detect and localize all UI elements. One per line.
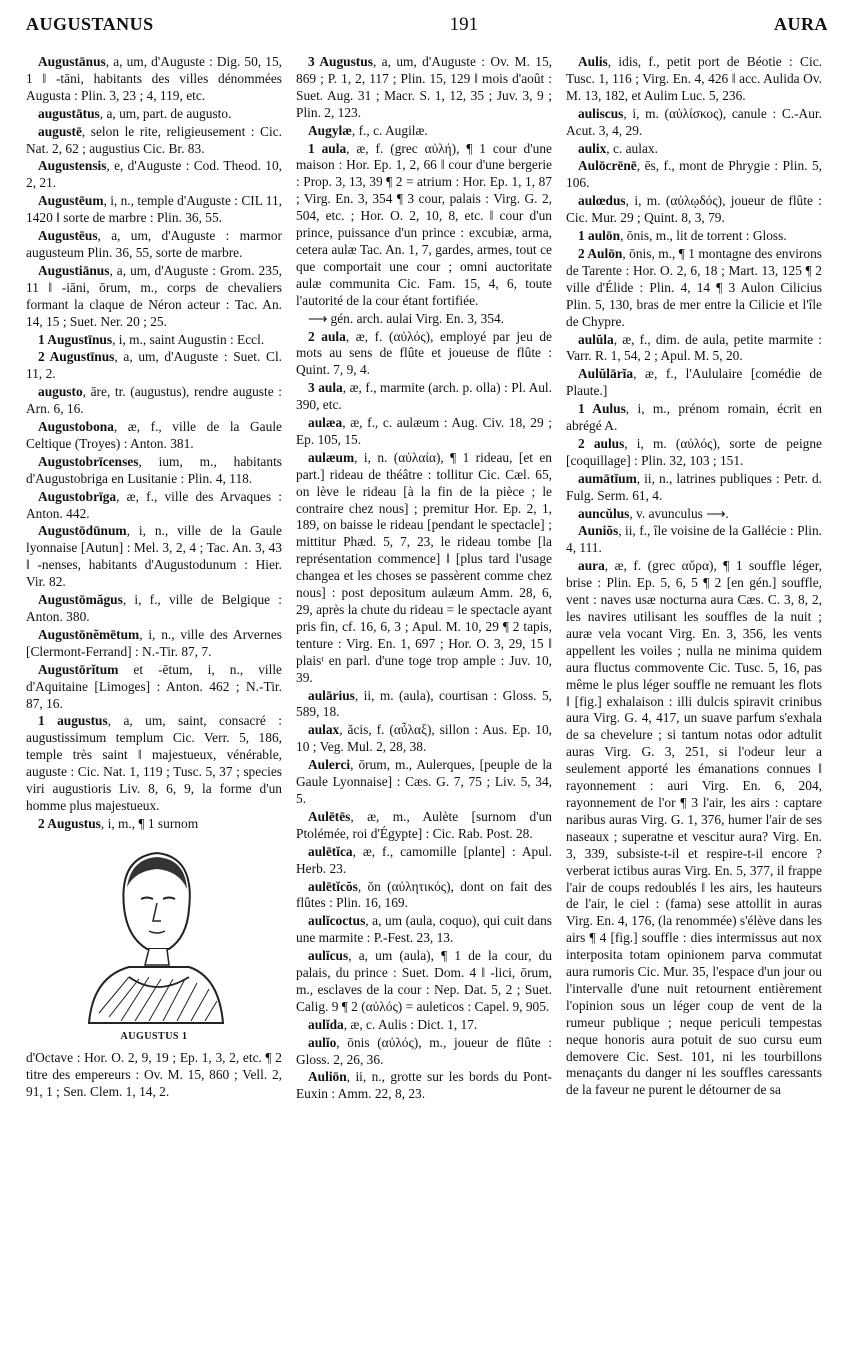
- entry-definition: et -ētum, i, n., ville d'Aquitaine [Limoges] : Anton. 462 ; N.-Tir. 87, 16.: [26, 661, 282, 711]
- entry-definition: , æ, f. (grec αὐλή), ¶ 1 cour d'une maison : Hor. Ep. 1, 2, 66 ‖ cour d'une bergerie : Prop. 3, 13, 39 ¶ 2 = atrium : Hor. Ep. 1, 1, 87 ; Virg. En. 3, 354 ¶ 3 cour, palais : Virg. G. 2, 504, etc. ; Hor. O. 2, 10, 8, etc. ‖ cour d'un prince, puissance d'un prince : excubiæ, arma, cetera aulæ Tac. An. 1, 7, gardes, armes, tout ce que comportait une cour ; omni auctoritate aulæ communita Cic. Fam. 15, 4, 6, toute l'autorité de la cour étant fortifiée.: [296, 140, 552, 308]
- entry-definition: , æ, f. (grec αὔρα), ¶ 1 souffle léger, brise : Plin. Ep. 5, 6, 5 ¶ 2 [en gén.] souffle, vent : naves usæ nocturna aura Cæs. C. 3, 8, 2, les navires utilisant les souffles de la nuit ; auræ vela vocant Virg. En. 3, 356, les vents appellent les voiles ; nulla ne minima quidem aura fluctus commovente Cic. Tusc. 5, 16, pas même le plus léger souffle ne remuant les flots ‖ [fig.] exhalaison : illi dulcis spiravit crinibus aura Virg. G. 4, 417, un suave parfum s'exhala de sa chevelure ; si tantum notas odor adtulit auras Virg. G. 3, 251, si l'odeur leur a seulement apporté les émanations connues ‖ rayonnement : auri Virg. En. 6, 204, rayonnement de l'or ¶ 3 l'air, les airs : captare naribus auras Virg. G. 1, 376, humer l'air de ses naseaux ; superatne et vescitur aura? Virg. En. 3, 339, subsiste-t-il et respire-t-il encore ? verberat ictibus auras Virg. En. 5, 377, il frappe l'air de coups redoublés ‖ les airs, les hauteurs de l'air, le ciel : (fama) sese attollit in auras Virg. En. 4, 176, (la renommée) s'élève dans les airs ¶ 4 [fig.] souffle : dies intermissus aut nox interposita totam opinionem parva commutat aura rumoris Cic. Mur. 35, l'espace d'un jour ou l'intervalle d'une nuit retournent entièrement l'opinion sous un léger coup de vent de la rumeur publique ; neque periculi tempestas neque honoris aura potuit de suo cursu eum demovere Cic. Sest. 101, ni les tourbillons menaçants du danger ni les souffles caressants de la faveur ne purent le détourner de sa: [566, 558, 822, 1098]
- dictionary-entry: [296, 141, 552, 310]
- entry-definition: , v. avunculus ⟶.: [629, 505, 729, 521]
- entry-definition: , ōnis, m., lit de torrent : Gloss.: [620, 228, 787, 244]
- entry-headword: augusto: [38, 384, 83, 400]
- entry-headword: 2 aula: [308, 328, 346, 344]
- dictionary-entry: [566, 54, 822, 105]
- dictionary-entry: [296, 948, 552, 1016]
- entry-definition: , a, um, d'Auguste : Grom. 235, 11 ‖ -iāni, ōrum, m., corps de chevaliers formant la claque de Néron acteur : Tac. An. 14, 15 ; Suet. Ner. 20 ; 25.: [26, 262, 282, 329]
- entry-definition: , æ, f., l'Aululaire [comédie de Plaute.]: [566, 366, 822, 399]
- dictionary-entry: [296, 688, 552, 722]
- entry-definition: , a, um (aula), ¶ 1 de la cour, du palais, du prince : Suet. Dom. 4 ‖ -lici, ōrum, m., esclaves de la cour : Nep. Dat. 5, 2 ; Suet. Calig. 9 ¶ 2 (αὐλός) = auleticos : Capel. 9, 905.: [296, 948, 552, 1014]
- dictionary-entry: [26, 263, 282, 331]
- dictionary-entry: [26, 419, 282, 453]
- entry-definition: , ii, f., île voisine de la Gallécie : Plin. 4, 111.: [566, 523, 822, 556]
- entry-headword: 1 Aulus: [578, 401, 626, 417]
- entry-headword: aulŭla: [578, 331, 614, 347]
- entry-headword: 1 aula: [308, 140, 347, 156]
- entry-definition: , æ, f., ville de la Gaule Celtique (Troyes) : Anton. 381.: [26, 419, 282, 451]
- entry-headword: 2 Aulōn: [578, 245, 623, 261]
- entry-headword: 1 aulōn: [578, 228, 621, 244]
- entry-headword: aulĭcus: [308, 948, 349, 964]
- dictionary-entry: [566, 246, 822, 331]
- dictionary-entry: [26, 713, 282, 814]
- entry-definition: , ii, n., latrines publiques : Petr. d. Fulg. Serm. 61, 4.: [566, 470, 822, 503]
- entry-headword: Aulerci: [308, 757, 351, 773]
- entry-definition: , ŏn (αὐλητικός), dont on fait des flûtes : Plin. 16, 169.: [296, 878, 552, 911]
- entry-definition: , i, n., temple d'Auguste : CIL 11, 1420 ‖ sorte de marbre : Plin. 36, 55.: [26, 193, 282, 226]
- dictionary-entry: [296, 1069, 552, 1103]
- entry-headword: auliscus: [578, 105, 624, 121]
- dictionary-entry: [26, 523, 282, 591]
- column-3: [566, 54, 822, 1104]
- entry-definition: , æ, m., Aulète [surnom d'un Ptolémée, roi d'Égypte] : Cic. Rab. Post. 28.: [296, 808, 552, 841]
- entry-headword: Aulētēs: [308, 808, 351, 824]
- dictionary-entry: [296, 123, 552, 140]
- entry-definition: , e, d'Auguste : Cod. Theod. 10, 2, 21.: [26, 158, 282, 191]
- entry-definition: , a, um, d'Auguste : Suet. Cl. 11, 2.: [26, 349, 283, 382]
- dictionary-entry: [26, 193, 282, 227]
- dictionary-entry: [26, 332, 282, 349]
- entry-definition: , a, um, d'Auguste : Ov. M. 15, 869 ; P. 1, 2, 117 ; Plin. 15, 129 ‖ mois d'août : Suet. Aug. 31 ; Macr. S. 1, 12, 35 ; Juv. 3, 9 ; Plin. 2, 123.: [296, 54, 552, 120]
- entry-definition: , æ, c. Aulis : Dict. 1, 17.: [343, 1016, 478, 1032]
- augustus-bust-figure: [26, 837, 282, 1046]
- entry-definition: , æ, f. (αὐλός), employé par jeu de mots au sens de flûte et joueuse de flûte : Quint. 7, 9, 4.: [296, 328, 552, 378]
- dictionary-entry: [296, 757, 552, 808]
- entry-headword: 1 augustus: [38, 713, 108, 729]
- column-2: [296, 54, 552, 1104]
- entry-headword: aulĭda: [308, 1016, 344, 1032]
- entry-definition: , i, m., ¶ 1 surnom: [100, 815, 199, 831]
- entry-definition: , ii, m. (aula), courtisan : Gloss. 5, 589, 18.: [296, 687, 552, 720]
- entry-headword: Auliōn: [308, 1069, 347, 1085]
- dictionary-entry: [566, 332, 822, 366]
- dictionary-entry: [296, 380, 552, 414]
- dictionary-entry: [26, 489, 282, 523]
- entry-headword: Augustobrīcenses: [38, 453, 139, 469]
- dictionary-entry: [566, 558, 822, 1099]
- dictionary-entry: [296, 913, 552, 947]
- dictionary-entry: [26, 106, 282, 123]
- dictionary-entry: [566, 228, 822, 245]
- entry-headword: Augustōnĕmētum: [38, 626, 140, 642]
- dictionary-entry: [566, 436, 822, 470]
- entry-definition: , i, n. (αὐλαία), ¶ 1 rideau, [et en part.] rideau de théâtre : tollitur Cic. Cæl. 65, on lève le rideau [à la fin de la pièce ; le contraire chez nous] ; premitur Hor. Ep. 2, 1, 189, on baisse le rideau [pendant le spectacle] ; mittitur Phæd. 5, 7, 23, le rideau tombe [la représentation commence] ‖ [plus tard l'usage changea et les choses se passèrent comme chez nous] : post depositum aulæum Amm. 28, 6, 29, après la chute du rideau = le spectacle ayant pris fin, cf. 16, 6, 3 ; Apul. M. 10, 29 ¶ 2 tapis, tenture : Virg. En. 1, 697 ; Hor. O. 3, 29, 15 ‖ plaisᵗ en parl. d'une toge trop ample : Juv. 10, 39.: [296, 449, 552, 685]
- column-1: [26, 54, 282, 1104]
- entry-headword: aulix: [578, 140, 607, 156]
- entry-headword: Aulōcrēnē: [578, 158, 637, 174]
- entry-definition: , a, um, d'Auguste : Dig. 50, 15, 1 ‖ -tāni, habitants des villes dénommées Augusta : Plin. 3, 23 ; 4, 119, etc.: [26, 54, 282, 103]
- dictionary-entry: [566, 366, 822, 400]
- entry-definition: , æ, f., marmite (arch. p. olla) : Pl. Aul. 390, etc.: [296, 380, 553, 413]
- entry-headword: 3 Augustus: [308, 54, 373, 69]
- entry-definition: , a, um, d'Auguste : marmor augusteum Plin. 36, 55, sorte de marbre.: [26, 228, 282, 260]
- dictionary-entry: [26, 627, 282, 661]
- dictionary-entry-continuation: [26, 1050, 282, 1101]
- entry-definition: , ōnis, m., ¶ 1 montagne des environs de Tarente : Hor. O. 2, 6, 18 ; Mart. 13, 125 ¶ 2 ville d'Élide : Plin. 4, 14 ¶ 3 Aulon Cilicius Plin. 5, 130, bras de mer entre la Cilicie et l'île de Chypre.: [566, 245, 822, 329]
- entry-definition: , i, n., ville des Arvernes [Clermont-Ferrand] : N.-Tir. 87, 7.: [26, 626, 282, 659]
- dictionary-entry: [26, 454, 282, 488]
- entry-definition: , i, n., ville de la Gaule lyonnaise [Autun] : Mel. 3, 2, 4 ; Tac. An. 3, 43 ‖ -nenses, habitants d'Augustodunum : Hier. Vir. 82.: [26, 523, 282, 590]
- entry-headword: aulārius: [308, 687, 355, 703]
- entry-definition: , a, um, part. de augusto.: [99, 105, 232, 121]
- entry-headword: aulæa: [308, 415, 343, 431]
- entry-headword: Augustānus: [38, 54, 106, 69]
- entry-headword: augustē: [38, 123, 82, 139]
- entry-headword: aulœdus: [578, 193, 626, 209]
- dictionary-entry: [566, 471, 822, 505]
- entry-headword: Augustōdūnum: [38, 523, 127, 539]
- entry-definition: , ōnis (αὐλός), m., joueur de flûte : Gloss. 2, 26, 36.: [296, 1034, 552, 1067]
- entry-headword: Augustiānus: [38, 262, 110, 278]
- running-head-right: AURA: [774, 14, 828, 34]
- dictionary-entry: [26, 384, 282, 418]
- entry-definition: ⟶ gén. arch. aulai Virg. En. 3, 354.: [308, 310, 505, 326]
- entry-definition: d'Octave : Hor. O. 2, 9, 19 ; Ep. 1, 3, 2, etc. ¶ 2 titre des empereurs : Ov. M. 15, 860 ; Vell. 2, 91, 1 ; Sen. Clem. 1, 14, 2.: [26, 1049, 282, 1099]
- entry-definition: , æ, f., c. aulæum : Aug. Civ. 18, 29 ; Ep. 105, 15.: [296, 415, 552, 447]
- entry-definition: , selon le rite, religieusement : Cic. Nat. 2, 62 ; augustius Cic. Br. 83.: [26, 123, 282, 156]
- entry-definition: , ōrum, m., Aulerques, [peuple de la Gaule Lyonnaise] : Cæs. G. 7, 75 ; Liv. 5, 34, 5.: [296, 757, 552, 806]
- entry-headword: aulax: [308, 722, 340, 738]
- entry-definition: , i, f., ville de Belgique : Anton. 380.: [26, 592, 282, 624]
- dictionary-entry: [566, 106, 822, 140]
- entry-headword: aulētĭcŏs: [308, 878, 358, 894]
- dictionary-entry: [26, 349, 282, 383]
- dictionary-entry: [296, 879, 552, 913]
- dictionary-entry: [296, 450, 552, 687]
- entry-headword: Aulŭlārĭa: [578, 366, 634, 382]
- entry-headword: Augustensis: [38, 158, 107, 174]
- entry-headword: augustātus: [38, 105, 100, 121]
- entry-definition: , ium, m., habitants d'Augustobriga en Lusitanie : Plin. 4, 118.: [26, 453, 282, 486]
- entry-definition: , ăcis, f. (αὖλαξ), sillon : Aus. Ep. 10, 10 ; Veg. Mul. 2, 28, 38.: [296, 722, 552, 755]
- dictionary-entry: [26, 662, 282, 713]
- dictionary-entry: [566, 158, 822, 192]
- entry-headword: aulĭo: [308, 1034, 337, 1050]
- dictionary-entry: [26, 54, 282, 105]
- entry-headword: Augylæ: [308, 122, 352, 138]
- entry-definition: , c. aulax.: [606, 140, 658, 156]
- dictionary-entry: [26, 158, 282, 192]
- entry-headword: aulētĭca: [308, 843, 353, 859]
- entry-headword: Augustobrīga: [38, 488, 117, 504]
- dictionary-entry: [296, 1035, 552, 1069]
- entry-definition: , idis, f., petit port de Béotie : Cic. Tusc. 1, 116 ; Virg. En. 4, 426 ‖ acc. Aulida Ov. M. 13, 182, et Aulim Luc. 5, 236.: [566, 54, 822, 103]
- entry-headword: Auniŏs: [578, 523, 619, 539]
- dictionary-entry: [296, 809, 552, 843]
- dictionary-entry: [26, 228, 282, 262]
- dictionary-entry: [566, 506, 822, 523]
- page-number: 191: [449, 14, 479, 35]
- entry-definition: , i, m. (αὐλός), sorte de peigne [coquillage] : Plin. 32, 103 ; 151.: [566, 435, 822, 468]
- entry-headword: 2 Augustīnus: [38, 349, 115, 365]
- augustus-bust-illustration: [69, 837, 239, 1027]
- entry-headword: Aulis: [578, 54, 608, 69]
- dictionary-entry: [296, 415, 552, 449]
- running-head: [26, 14, 828, 54]
- entry-headword: 3 aula: [308, 380, 343, 396]
- dictionary-entry: [26, 592, 282, 626]
- entry-headword: 2 Augustus: [38, 815, 101, 831]
- entry-headword: 2 aulus: [578, 435, 625, 451]
- entry-headword: Augustēum: [38, 193, 104, 209]
- entry-definition: , i, m. (αὐλίσκος), canule : C.-Aur. Acut. 3, 4, 29.: [566, 105, 822, 138]
- entry-definition: , i, m., saint Augustin : Eccl.: [112, 331, 265, 347]
- dictionary-entry: [26, 816, 282, 833]
- running-head-left: AUGUSTANUS: [26, 14, 154, 34]
- entry-headword: Augustobona: [38, 419, 114, 435]
- dictionary-entry: [296, 1017, 552, 1034]
- entry-definition: , a, um, saint, consacré : augustissimum templum Cic. Verr. 5, 186, temple très saint ‖ majestueux, vénérable, auguste : Cic. Nat. 1, 119 ; Tusc. 5, 37 ; species viri augustioris Liv. 8, 6, 9, la forme d'un homme plus majestueux.: [26, 713, 282, 813]
- dictionary-entry: [566, 401, 822, 435]
- dictionary-entry: [26, 124, 282, 158]
- entry-definition: , ēs, f., mont de Phrygie : Plin. 5, 106.: [566, 158, 822, 191]
- entry-headword: auncŭlus: [578, 505, 630, 521]
- entry-definition: , æ, f., ville des Arvaques : Anton. 442.: [26, 488, 282, 521]
- entry-headword: aumātĭum: [578, 470, 637, 486]
- figure-caption: AUGUSTUS 1: [120, 1030, 188, 1042]
- dictionary-entry: [296, 844, 552, 878]
- entry-headword: aulĭcoctus: [308, 913, 366, 929]
- entry-definition: , ii, n., grotte sur les bords du Pont-Euxin : Amm. 22, 8, 23.: [296, 1069, 552, 1102]
- columns: [26, 54, 828, 1104]
- dictionary-entry: [296, 54, 552, 122]
- entry-definition: , a, um (aula, coquo), qui cuit dans une marmite : P.-Fest. 23, 13.: [296, 913, 552, 946]
- entry-definition: , æ, f., camomille [plante] : Apul. Herb. 23.: [296, 843, 552, 876]
- entry-headword: Augustōmăgus: [38, 592, 123, 608]
- dictionary-entry: [566, 193, 822, 227]
- dictionary-entry: [566, 523, 822, 557]
- entry-headword: Augustōrĭtum: [38, 661, 119, 677]
- dictionary-entry: [296, 311, 552, 328]
- entry-headword: aulæum: [308, 449, 355, 465]
- entry-definition: , f., c. Augilæ.: [351, 122, 428, 138]
- entry-headword: aura: [578, 558, 605, 574]
- dictionary-entry: [296, 329, 552, 380]
- entry-definition: , i, m., prénom romain, écrit en abrégé A.: [566, 401, 822, 434]
- entry-headword: 1 Augustīnus: [38, 331, 113, 347]
- entry-definition: , āre, tr. (augustus), rendre auguste : Arn. 6, 16.: [26, 384, 282, 417]
- dictionary-entry: [296, 722, 552, 756]
- entry-headword: Augustēus: [38, 228, 98, 244]
- entry-definition: , æ, f., dim. de aula, petite marmite : Varr. R. 1, 54, 2 ; Apul. M. 5, 20.: [566, 331, 822, 364]
- dictionary-entry: [566, 141, 822, 158]
- entry-definition: , i, m. (αὐλῳδός), joueur de flûte : Cic. Mur. 29 ; Quint. 8, 3, 79.: [566, 193, 822, 226]
